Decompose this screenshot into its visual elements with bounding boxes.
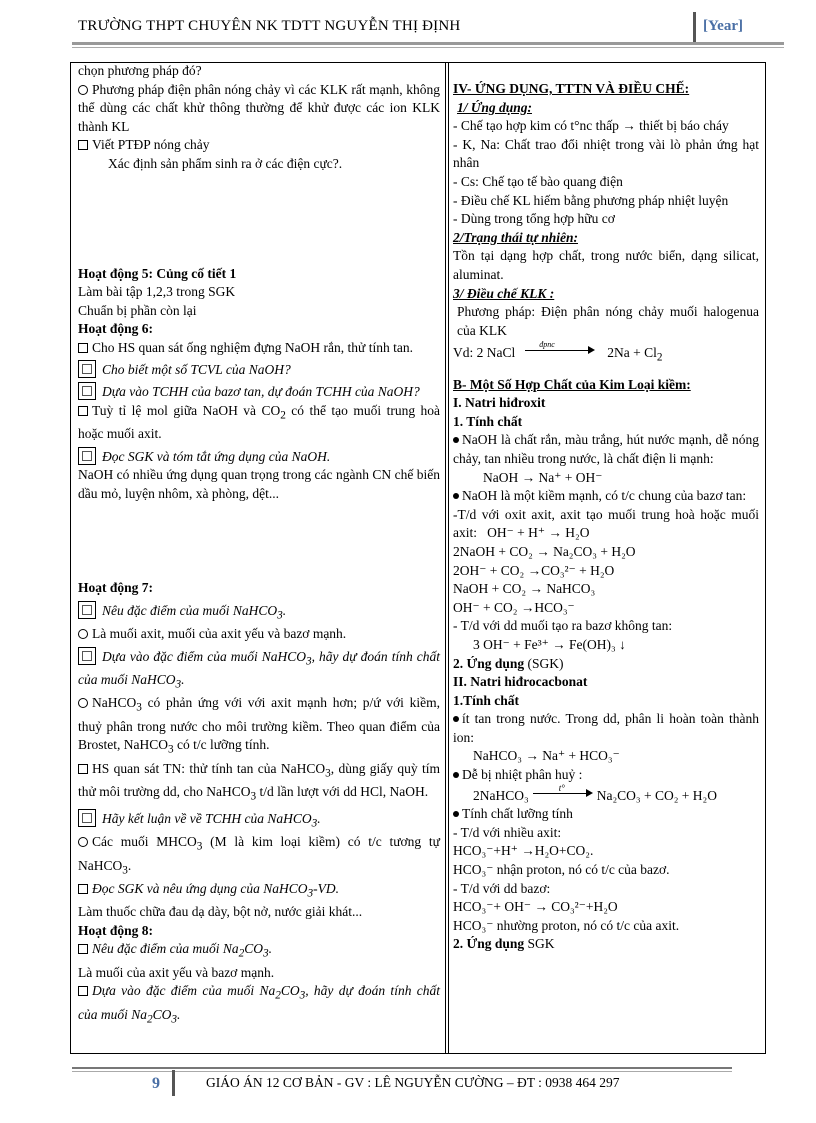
equation: NaHCO₃ → Na⁺ + HCO₃⁻: [473, 748, 620, 764]
left-text: Phương pháp điện phân nóng chảy vì các KLK rất mạnh, không thể dùng các chất khử thông thường để khử được các ion KLK thành KL: [78, 81, 440, 134]
left-text: Là muối axit, muối của axit yếu và bazơ mạnh.: [78, 625, 440, 644]
teacher-question-icon: [78, 601, 96, 619]
subsection-heading: 3/ Điều chế KLK :: [453, 285, 555, 301]
reaction-electrolysis: Vd: 2 NaCl đpnc $2Na + Cl_2$: [453, 340, 663, 364]
checkbox-icon: [78, 884, 88, 894]
column-separator: [445, 62, 449, 1054]
equation: 2NaHCO₃ t° Na₂CO₃ + CO₂ + H₂O: [473, 782, 718, 803]
right-text: -T/d với oxit axit, axit tạo muối trung hoà hoặc muối axit: OH⁻ + H⁺ → H₂O: [453, 506, 759, 541]
header-title: TRƯỜNG THPT CHUYÊN NK TDTT NGUYỄN THỊ ĐỊNH: [78, 18, 461, 34]
activity-heading: Hoạt động 6:: [78, 321, 154, 337]
teacher-question-icon: [78, 382, 96, 400]
section-heading: IV- ỨNG DỤNG, TTTN VÀ ĐIỀU CHẾ:: [453, 81, 690, 96]
reaction-arrow-icon: đpnc: [525, 345, 595, 355]
equation: 2NaOH + CO₂ → Na₂CO₃ + H₂O: [453, 543, 636, 559]
bullet-icon: [453, 493, 459, 499]
left-text: NaHCO$_3$ có phản ứng với với axit mạnh hơn; p/ứ với kiềm, thuỷ phân trong nước cho môi trường kiềm. Theo quan điểm của Brostet, NaHCO$_3$ có t/c lưỡng tính.: [78, 695, 440, 756]
left-column: [78, 62, 440, 1029]
left-question: Nêu đặc điểm của muối NaHCO$_3$.: [78, 601, 440, 625]
equation: HCO₃⁻+ OH⁻ → CO₃²⁻+H₂O: [453, 899, 618, 915]
footer-text: GIÁO ÁN 12 CƠ BẢN - GV : LÊ NGUYỄN CƯỜNG – ĐT : 0938 464 297: [206, 1075, 620, 1090]
right-text: NaOH là chất rắn, màu trắng, hút nước mạnh, dễ nóng chảy, tan nhiều trong nước, là chất điện li mạnh:: [453, 432, 759, 466]
subsection-heading: 1.Tính chất: [453, 692, 520, 708]
left-text: Là muối của axit yếu và bazơ mạnh.: [78, 964, 275, 980]
right-text: ít tan trong nước. Trong dd, phân li hoàn toàn thành ion:: [453, 711, 759, 745]
equation: NaOH → Na⁺ + OH⁻: [483, 469, 603, 485]
right-text: NaOH là một kiềm mạnh, có t/c chung của bazơ tan:: [453, 487, 759, 506]
checkbox-icon: [78, 343, 88, 353]
right-text: - T/d với dd bazơ:: [453, 880, 551, 896]
equation: 2OH⁻ + CO₂ →CO₃²⁻ + H₂O: [453, 562, 615, 578]
left-text: Viết PTĐP nóng chảy: [78, 136, 440, 155]
right-text: - Cs: Chế tạo tế bào quang điện: [453, 173, 623, 189]
left-question: Dựa vào TCHH của bazơ tan, dự đoán TCHH của NaOH?: [78, 382, 440, 402]
subsection-heading: 1/ Ứng dụng:: [457, 99, 532, 115]
checkbox-icon: [78, 406, 88, 416]
checkbox-icon: [78, 986, 88, 996]
left-text: Làm bài tập 1,2,3 trong SGK: [78, 284, 236, 300]
right-column: [453, 80, 759, 954]
subsection-heading: 2. Ứng dụng (SGK): [453, 655, 564, 671]
left-text: Làm thuốc chữa đau dạ dày, bột nở, nước giải khát...: [78, 904, 363, 920]
equation: 3 OH⁻ + Fe³⁺ → Fe(OH)₃ ↓: [473, 636, 626, 652]
right-text: - Điều chế KL hiếm bằng phương pháp nhiệt luyện: [453, 192, 729, 208]
left-text: Các muối $MHCO_3$ (M là kim loại kiềm) có t/c tương tự NaHCO$_3$.: [78, 834, 440, 877]
left-question: Hãy kết luận về về TCHH của NaHCO$_3$.: [78, 809, 440, 833]
left-text: Cho HS quan sát ống nghiệm đựng NaOH rắn, thử tính tan.: [78, 339, 440, 358]
checkbox-icon: [78, 944, 88, 954]
right-text: Phương pháp: Điện phân nóng chảy muối halogenua của KLK: [457, 304, 759, 338]
equation: NaOH + CO₂ → NaHCO₃: [453, 581, 596, 597]
subsection-heading: II. Natri hiđrocacbonat: [453, 674, 588, 690]
activity-heading: Hoạt động 8:: [78, 922, 154, 938]
checkbox-icon: [78, 140, 88, 150]
footer-divider: [172, 1070, 175, 1096]
subsection-heading: 1. Tính chất: [453, 413, 523, 429]
left-text: Xác định sản phẩm sinh ra ở các điện cực?.: [108, 155, 343, 171]
activity-heading: Hoạt động 5: Củng cố tiết 1: [78, 265, 237, 281]
right-text: - K, Na: Chất trao đổi nhiệt trong vài lò phản ứng hạt nhân: [453, 136, 759, 171]
left-question: Đọc SGK và tóm tắt ứng dụng của NaOH.: [78, 447, 440, 467]
subsection-heading: I. Natri hiđroxit: [453, 395, 546, 411]
header-rule: [72, 42, 784, 45]
footer-rule-thin: [72, 1071, 732, 1072]
left-text: chọn phương pháp đó?: [78, 63, 202, 78]
right-text: - Chế tạo hợp kim có t°nc thấp → thiết bị báo cháy: [453, 118, 729, 134]
header-divider: [693, 12, 696, 44]
header-rule-thin: [72, 47, 784, 48]
teacher-question-icon: [78, 809, 96, 827]
right-text: Dễ bị nhiệt phân huỷ :: [453, 766, 759, 785]
left-text: HS quan sát TN: thử tính tan của NaHCO$_3$, dùng giấy quỳ tím thử môi trường dd, cho NaHCO$_3$ t/d lần lượt với dd HCl, NaOH.: [78, 760, 440, 803]
circle-bullet-icon: [78, 698, 88, 708]
teacher-question-icon: [78, 360, 96, 378]
teacher-question-icon: [78, 447, 96, 465]
header-year: [Year]: [703, 18, 743, 34]
equation: HCO₃⁻+H⁺ →H₂O+CO₂.: [453, 843, 594, 859]
subsection-heading: 2/Trạng thái tự nhiên:: [453, 229, 578, 245]
right-text: HCO₃⁻ nhường proton, nó có t/c của axit.: [453, 917, 680, 933]
right-text: - T/d với nhiều axit:: [453, 824, 562, 840]
circle-bullet-icon: [78, 85, 88, 95]
teacher-question-icon: [78, 647, 96, 665]
right-text: - Dùng trong tổng hợp hữu cơ: [453, 211, 615, 227]
section-heading: B- Một Số Hợp Chất của Kim Loại kiềm:: [453, 376, 691, 392]
heat-arrow-icon: t°: [533, 788, 593, 798]
page-number: 9: [152, 1075, 160, 1092]
bullet-icon: [453, 811, 459, 817]
equation: OH⁻ + CO₂ →HCO₃⁻: [453, 599, 575, 615]
activity-heading: Hoạt động 7:: [78, 580, 154, 596]
subsection-heading: 2. Ứng dụng SGK: [453, 936, 555, 952]
checkbox-icon: [78, 764, 88, 774]
footer-rule: [72, 1067, 732, 1069]
left-text: NaOH có nhiều ứng dụng quan trọng trong các ngành CN chế biến dầu mỏ, luyện nhôm, xà phòng, dệt...: [78, 467, 440, 501]
bullet-icon: [453, 716, 459, 722]
left-text: Tuỳ tỉ lệ mol giữa NaOH và $CO_2$ có thể tạo muối trung hoà hoặc muối axit.: [78, 402, 441, 441]
circle-bullet-icon: [78, 629, 88, 639]
left-question: Cho biết một số TCVL của NaOH?: [78, 360, 440, 380]
left-text: Chuẩn bị phần còn lại: [78, 302, 197, 318]
right-text: - T/d với dd muối tạo ra bazơ không tan:: [453, 618, 673, 634]
bullet-icon: [453, 772, 459, 778]
left-question: Dựa vào đặc điểm của muối $Na_2CO_3$, hãy dự đoán tính chất của muối $Na_2CO_3$.: [78, 983, 440, 1026]
circle-bullet-icon: [78, 837, 88, 847]
right-text: HCO₃⁻ nhận proton, nó có t/c của bazơ.: [453, 862, 670, 878]
left-question: Dựa vào đặc điểm của muối NaHCO$_3$, hãy dự đoán tính chất của muối NaHCO$_3$.: [78, 648, 440, 691]
right-text: Tồn tại dạng hợp chất, trong nước biển, dạng silicat, aluminat.: [453, 248, 759, 282]
left-question: Đọc SGK và nêu ứng dụng của NaHCO$_3$-VD.: [78, 880, 440, 903]
bullet-icon: [453, 437, 459, 443]
right-text: Tính chất lưỡng tính: [453, 805, 759, 824]
left-question: Nêu đặc điểm của muối $Na_2CO_3$.: [78, 940, 440, 963]
